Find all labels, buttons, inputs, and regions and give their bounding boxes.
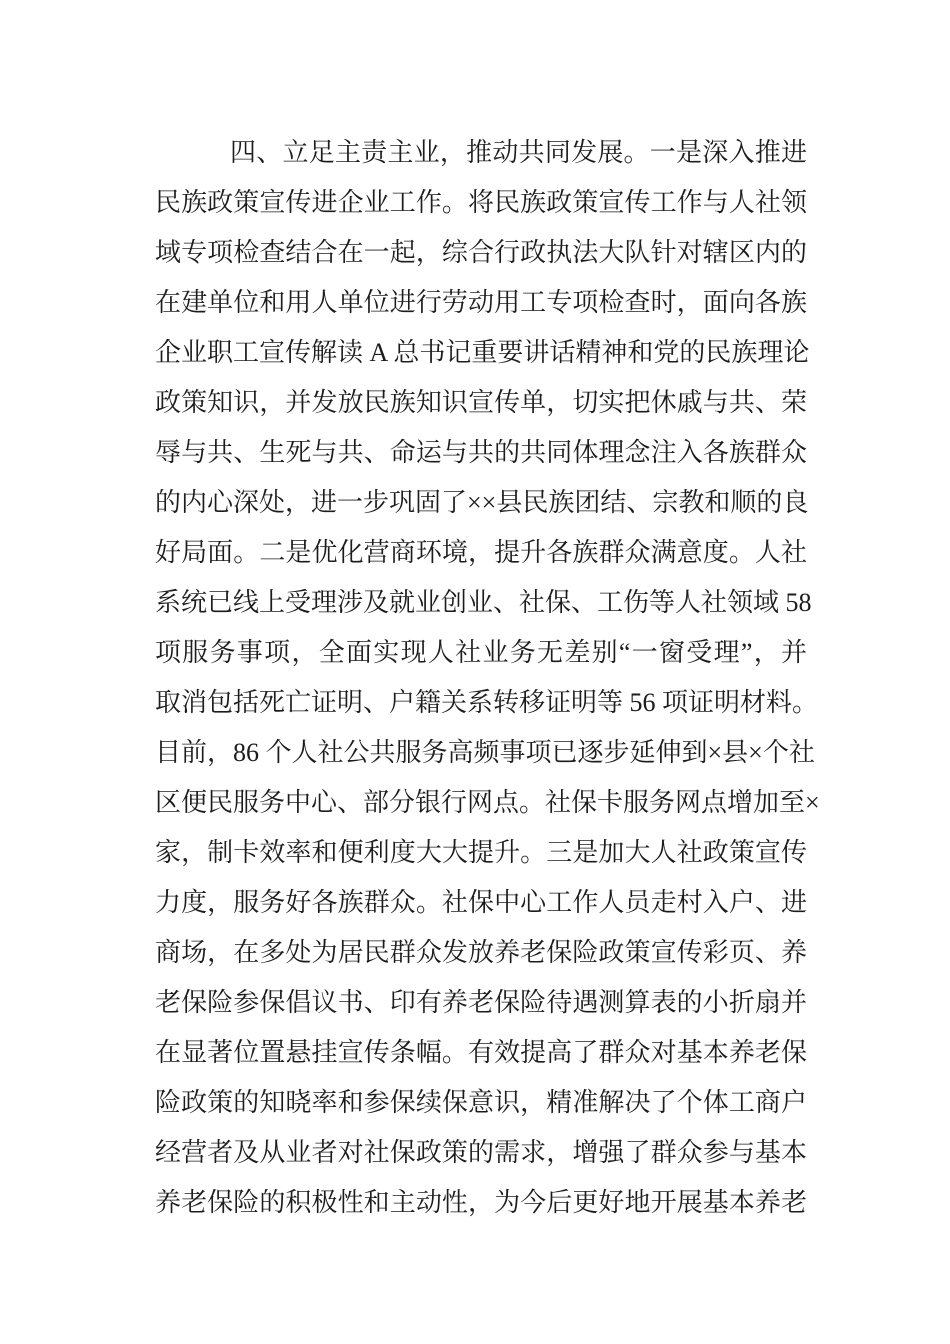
text-line: 家，制卡效率和便利度大大提升。三是加大人社政策宣传 [155,838,807,867]
text-line: 险政策的知晓率和参保续保意识，精准解决了个体工商户 [155,1088,807,1117]
text-line: 目前，86 个人社公共服务高频事项已逐步延伸到×县×个社 [155,738,815,767]
text-line: 系统已线上受理涉及就业创业、社保、工伤等人社领域 58 [155,588,812,617]
text-line: 商场，在多处为居民群众发放养老保险政策宣传彩页、养 [155,938,807,967]
text-line: 项服务事项，全面实现人社业务无差别“一窗受理”，并 [155,638,807,667]
text-line: 四、立足主责主业，推动共同发展。一是深入推进 [230,138,807,167]
text-line: 好局面。二是优化营商环境，提升各族群众满意度。人社 [155,538,807,567]
text-line: 的内心深处，进一步巩固了××县民族团结、宗教和顺的良 [155,488,809,517]
text-line: 养老保险的积极性和主动性，为今后更好地开展基本养老 [155,1188,807,1217]
text-line: 在显著位置悬挂宣传条幅。有效提高了群众对基本养老保 [155,1038,807,1067]
text-line: 区便民服务中心、部分银行网点。社保卡服务网点增加至× [155,788,820,817]
text-line: 老保险参保倡议书、印有养老保险待遇测算表的小折扇并 [155,988,807,1017]
text-line: 民族政策宣传进企业工作。将民族政策宣传工作与人社领 [155,188,807,217]
text-line: 域专项检查结合在一起，综合行政执法大队针对辖区内的 [155,238,807,267]
text-line: 在建单位和用人单位进行劳动用工专项检查时，面向各族 [155,288,807,317]
text-line: 辱与共、生死与共、命运与共的共同体理念注入各族群众 [155,438,807,467]
text-line: 企业职工宣传解读 A 总书记重要讲话精神和党的民族理论 [155,338,810,367]
text-line: 经营者及从业者对社保政策的需求，增强了群众参与基本 [155,1138,807,1167]
text-line: 取消包括死亡证明、户籍关系转移证明等 56 项证明材料。 [155,688,819,717]
paragraph-block [155,128,820,1228]
text-line: 力度，服务好各族群众。社保中心工作人员走村入户、进 [155,888,807,917]
text-line: 政策知识，并发放民族知识宣传单，切实把休戚与共、荣 [155,388,807,417]
